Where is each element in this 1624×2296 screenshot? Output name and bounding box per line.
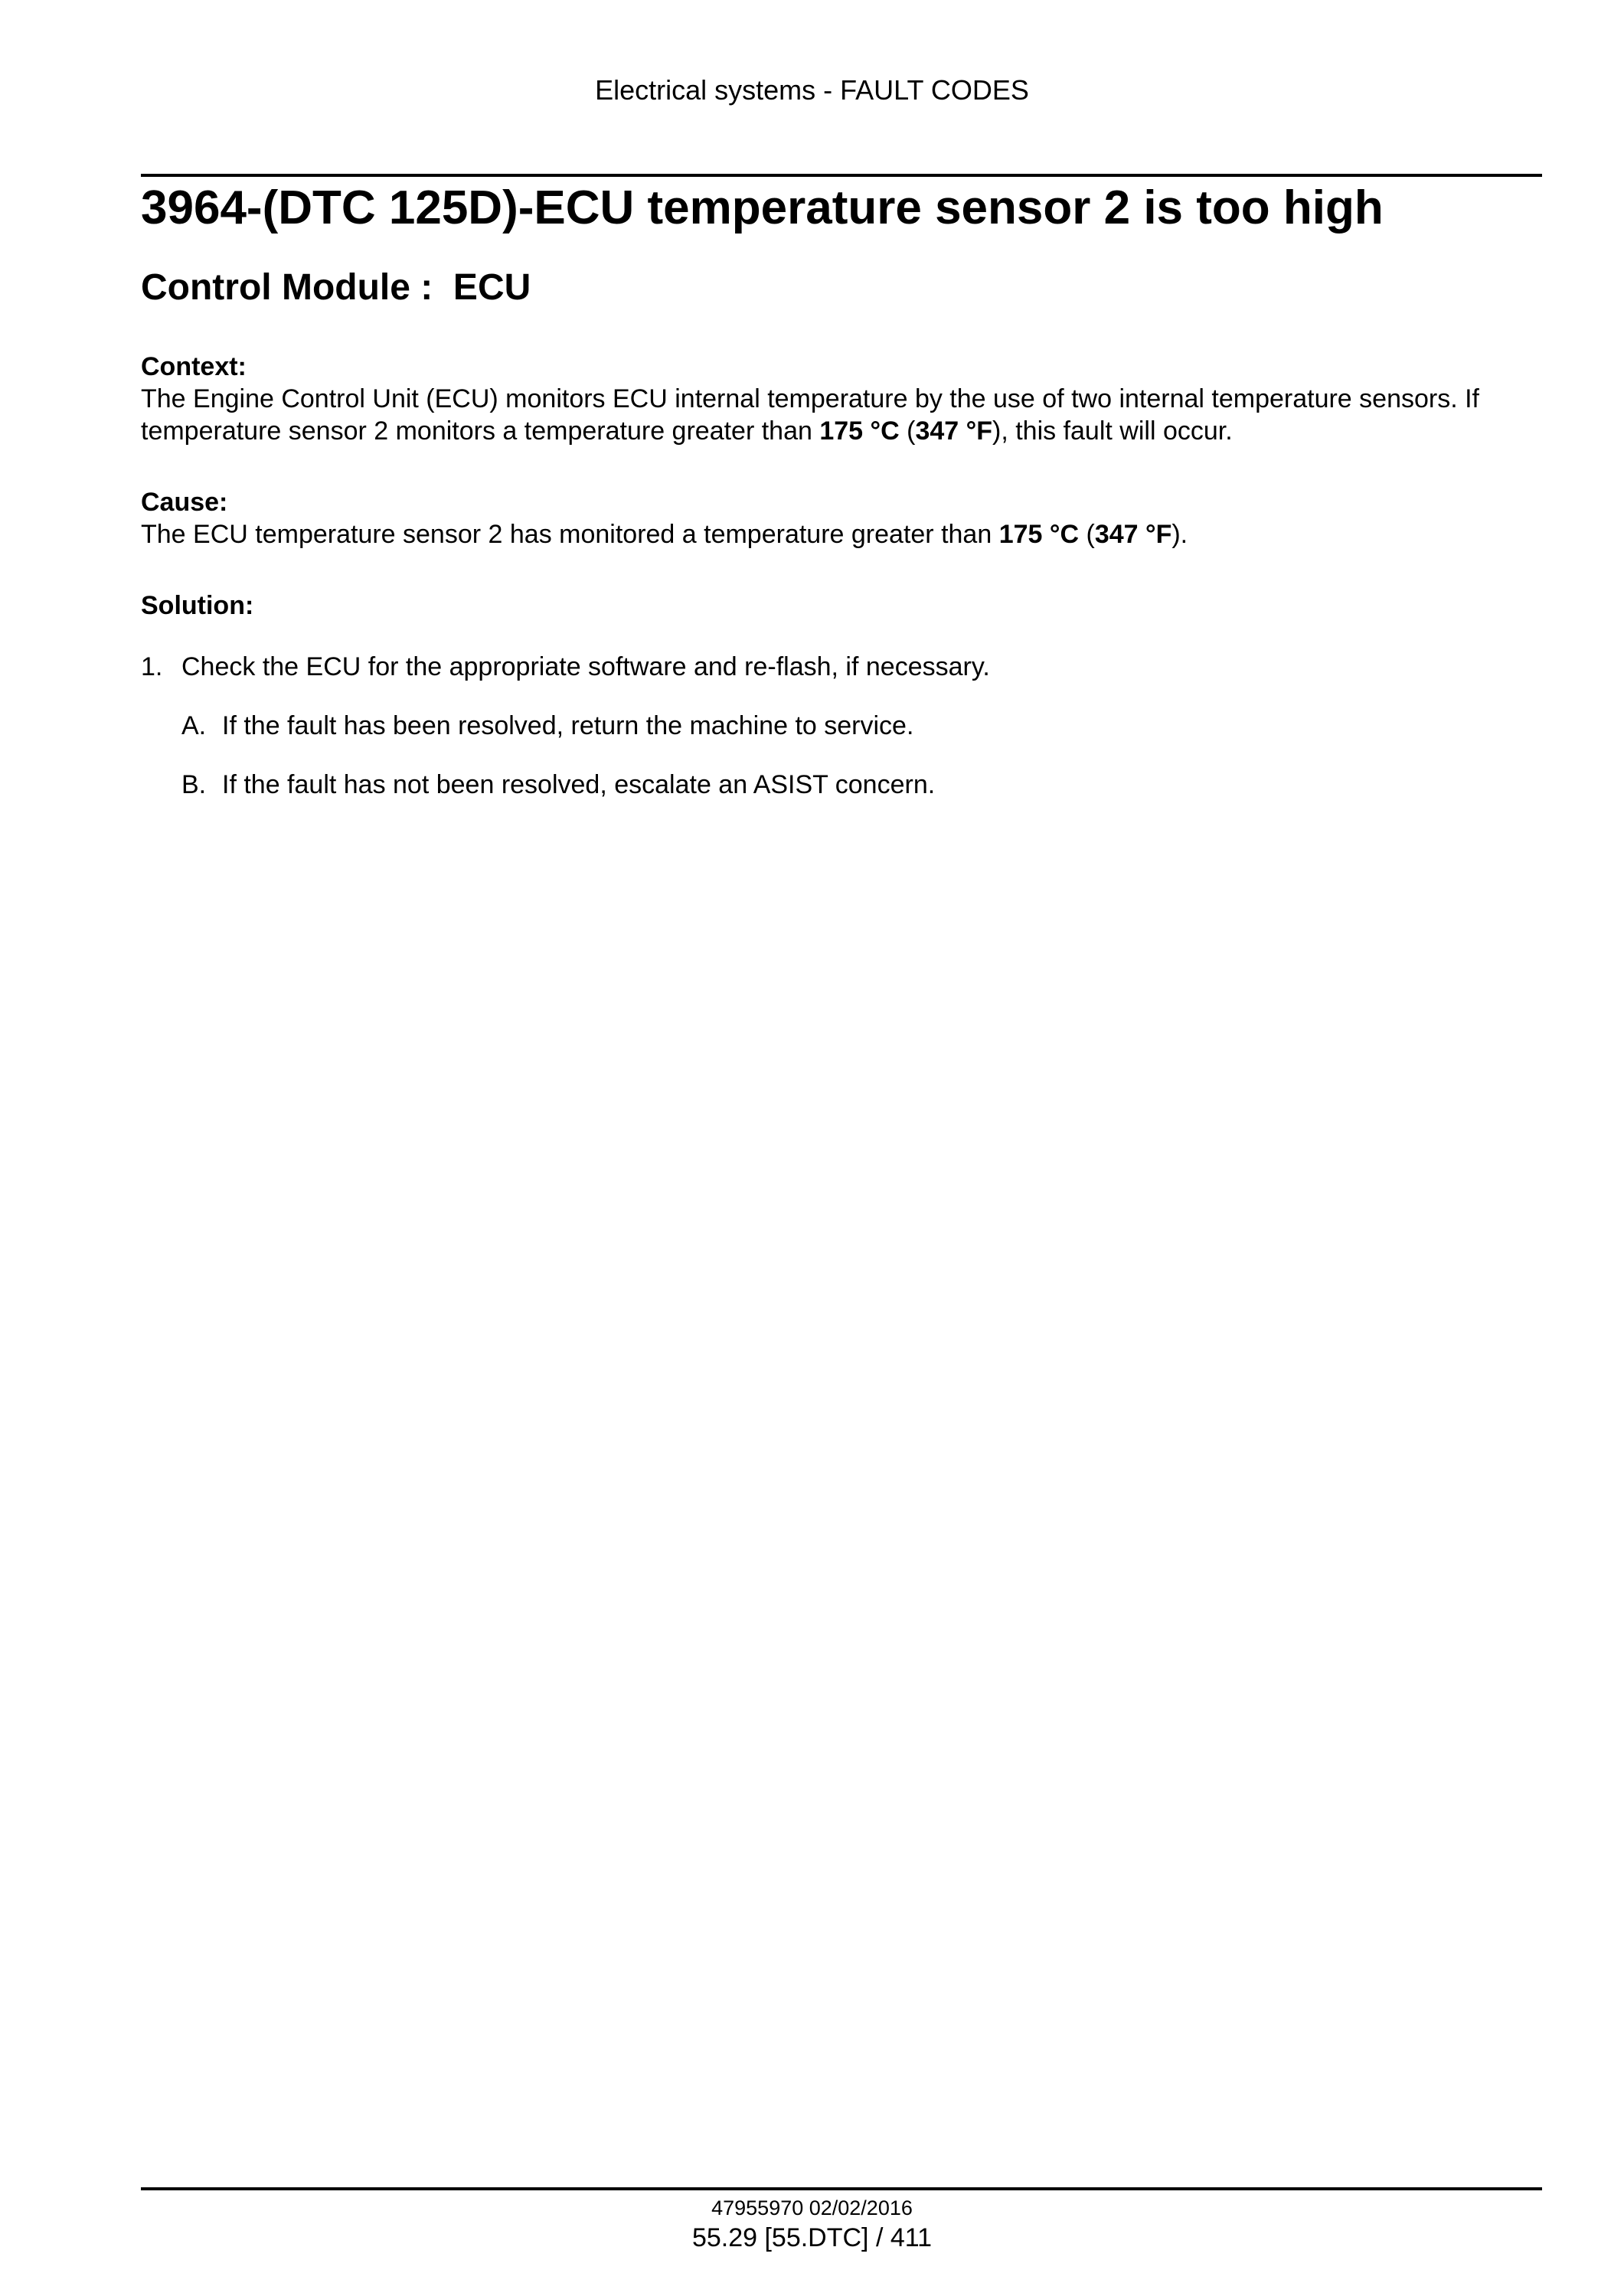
cause-temp-c: 175 °C: [998, 520, 1080, 549]
footer-page-reference: 55.29 [55.DTC] / 411: [691, 2223, 933, 2252]
cause-temp-f: 347 °F: [1094, 520, 1172, 549]
solution-section: [141, 590, 1542, 622]
substep-text: If the fault has been resolved, return the machine to service.: [222, 711, 914, 740]
cause-heading: Cause:: [141, 488, 228, 517]
cause-text: [141, 518, 1542, 550]
solution-substep-a: [181, 710, 913, 742]
running-header: Electrical systems - FAULT CODES: [595, 74, 1029, 106]
context-temp-f: 347 °F: [915, 416, 992, 446]
cause-paren-open: (: [1079, 520, 1095, 549]
step-number: 1.: [141, 652, 163, 681]
cause-text-part-2: ).: [1171, 520, 1188, 549]
footer-document-code: 47955970 02/02/2016: [711, 2196, 913, 2219]
substep-text: If the fault has not been resolved, escalate an ASIST concern.: [222, 770, 936, 799]
substep-letter: A.: [181, 711, 207, 740]
substep-letter: B.: [181, 770, 207, 799]
header-rule: [141, 174, 1542, 177]
solution-heading: Solution:: [141, 591, 254, 620]
footer-rule: [141, 2187, 1542, 2190]
cause-section: [141, 486, 1542, 550]
context-temp-c: 175 °C: [819, 416, 900, 446]
context-heading: Context:: [141, 352, 247, 381]
context-paren-open: (: [899, 416, 916, 446]
context-section: [141, 351, 1542, 447]
control-module-heading: Control Module : ECU: [141, 267, 531, 308]
solution-step-1: [141, 651, 990, 683]
page-title: 3964-(DTC 125D)-ECU temperature sensor 2 is too high: [141, 181, 1384, 234]
context-text-part-2: ), this fault will occur.: [992, 416, 1233, 446]
solution-substep-b: [181, 769, 935, 801]
context-text-part-1: The Engine Control Unit (ECU) monitors ECU internal temperature by the use of two internal temperature sensors. If temperature sensor 2 monitors a temperature greater than: [141, 384, 1479, 446]
context-text: [141, 383, 1542, 447]
step-text: Check the ECU for the appropriate software and re-flash, if necessary.: [181, 652, 990, 681]
cause-text-part-1: The ECU temperature sensor 2 has monitored a temperature greater than: [141, 520, 999, 549]
